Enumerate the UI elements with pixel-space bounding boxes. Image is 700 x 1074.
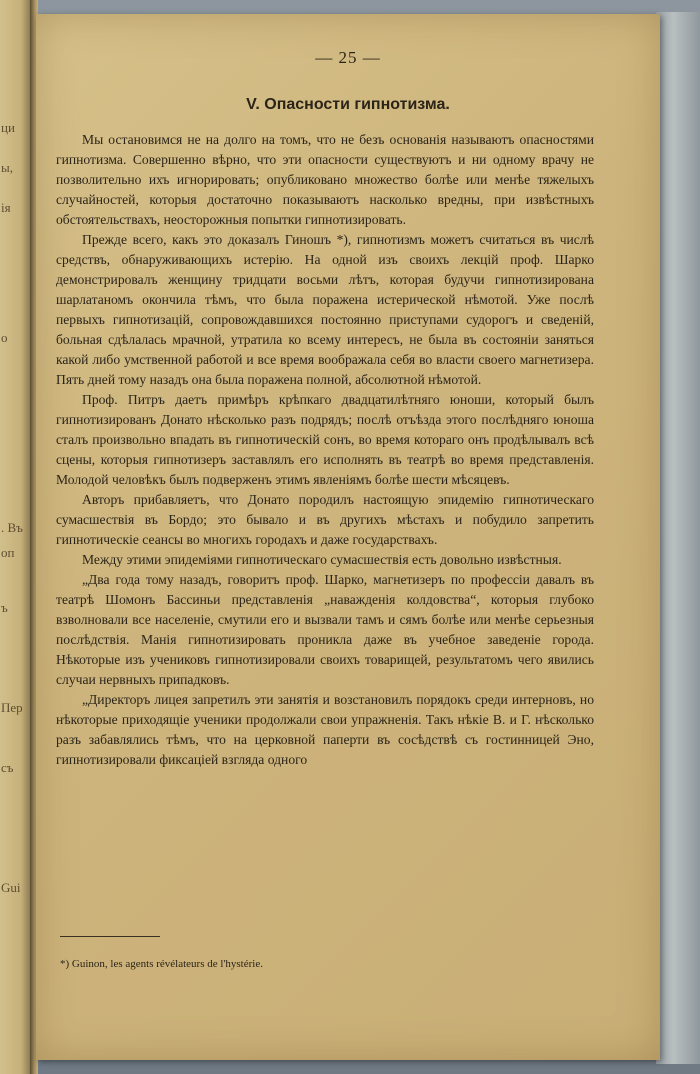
paragraph: Проф. Питръ даетъ примѣръ крѣпкаго двадцатилѣтняго юноши, который былъ гипнотизированъ Донато нѣсколько разъ подрядъ; послѣ отъѣзда этого послѣдняго юноша сталъ произвольно впадать въ гипнотическій сонъ, во время котораго онъ продѣлывалъ всѣ сцены, которыя гипнотизеръ заставлялъ его исполнять въ театрѣ во время представленія. Молодой человѣкъ былъ подверженъ этимъ явленіямъ болѣе шести мѣсяцевъ. [56,392,594,487]
footnote-rule [60,936,160,937]
paragraph: Мы остановимся не на долго на томъ, что не безъ основанія называютъ опасностями гипнотизма. Совершенно вѣрно, что эти опасности существуютъ и ни одному врачу не позволительно ихъ игнорировать; опубликовано множество болѣе или менѣе тяжелыхъ случайностей, которыя достаточно показываютъ насколько вредны, при извѣстныхъ обстоятельствахъ, неосторожныя попытки гипнотизировать. [56,132,594,227]
paragraph: „Директоръ лицея запретилъ эти занятія и возстановилъ порядокъ среди интерновъ, но нѣкоторые приходящіе ученики продолжали свои упражненія. Такъ нѣкіе В. и Г. нѣсколько разъ забавлялись тѣмъ, что на церковной паперти въ сосѣдствѣ съ гостинницей Эно, гипнотизировали фиксаціей взгляда одного [56,692,594,767]
chapter-title: V. Опасности гипнотизма. [246,96,450,113]
facing-page-edge: ци ы, ія о . Въ оп ъ Пер съ Gui [0,0,30,1074]
book-page [36,14,660,1060]
paragraph: „Два года тому назадъ, говоритъ проф. Шарко, магнетизеръ по профессіи давалъ въ театрѣ Шомонъ Бассиньи представленія „наважденія колдовства“, которыя глубоко взволновали все населеніе, смутили его и вызвали тамъ и сямъ болѣе или менѣе серьезныя послѣдствія. Манія гипнотизировать проникла даже въ учебное заведеніе города. Нѣкоторые изъ учениковъ гипнотизировали своихъ товарищей, результатомъ чего явились случаи нервныхъ припадковъ. [56,572,594,687]
footnote: *) Guinon, les agents révélateurs de l'hystérie. [60,958,263,970]
body-text [56,130,594,770]
paragraph: Авторъ прибавляетъ, что Донато породилъ настоящую эпидемію гипнотическаго сумасшествія въ Бордо; это бывало и въ другихъ мѣстахъ и побудило запретить гипнотическіе сеансы во многихъ городахъ и даже государствахъ. [56,492,594,547]
page-number: — 25 — [315,48,381,67]
paragraph: Прежде всего, какъ это доказалъ Гиношъ *), гипнотизмъ можетъ считаться въ числѣ средствъ, обнаруживающихъ истерію. На одной изъ своихъ лекцій проф. Шарко демонстрировалъ женщину тридцати восьми лѣтъ, которая будучи гипнотизирована шарлатаномъ окончила тѣмъ, что была поражена истерической нѣмотой. Уже послѣ первыхъ гипнотизацій, сопровождавшихся постоянно приступами судорогъ и сведеній, больная сдѣлалась мрачной, утратила ко всему интересъ, не была въ состояніи заняться какой либо умственной работой и все время воображала себя во власти своего магнетизера. Пять дней тому назадъ она была поражена полной, абсолютной нѣмотой. [56,232,594,387]
page-stack-edge [656,12,700,1064]
paragraph: Между этими эпидеміями гипнотическаго сумасшествія есть довольно извѣстныя. [82,552,562,567]
